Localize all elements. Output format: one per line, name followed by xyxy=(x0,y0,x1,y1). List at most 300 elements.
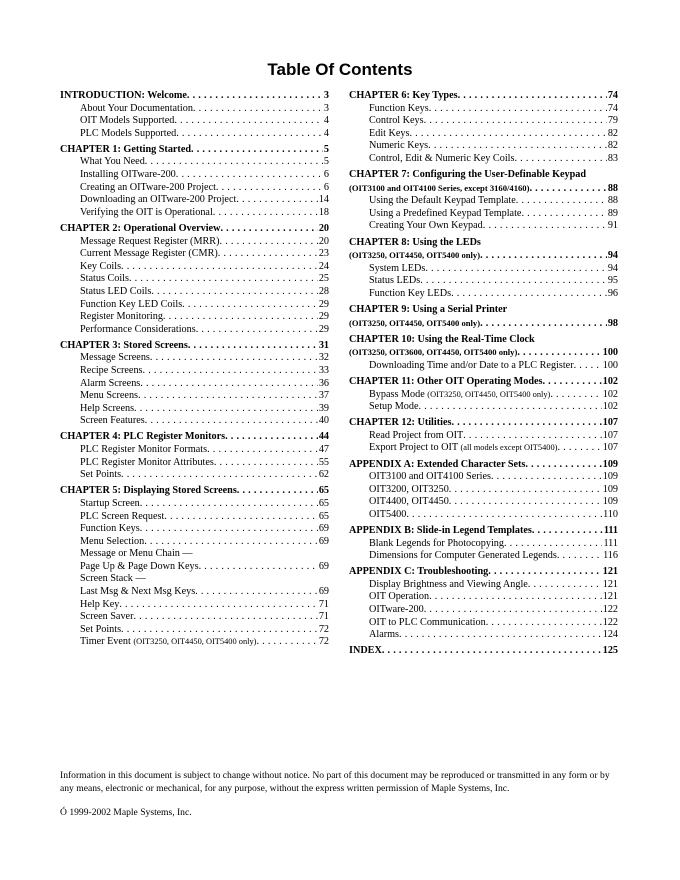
toc-entry-title xyxy=(80,103,193,116)
toc-entry-title xyxy=(369,538,504,551)
toc-entry-title-text: Last Msg & Next Msg Keys xyxy=(80,586,196,598)
toc-entry-title xyxy=(60,90,187,103)
toc-page-number: 31 xyxy=(318,339,329,351)
dot-leader xyxy=(491,471,602,484)
dot-leader xyxy=(529,183,606,196)
dot-leader xyxy=(121,469,318,482)
toc-chapter-entry[interactable] xyxy=(349,182,618,196)
toc-entry-title-text: OIT3200, OIT3250 xyxy=(369,483,449,495)
toc-page-number: 111 xyxy=(603,525,618,536)
toc-chapter-entry[interactable] xyxy=(60,90,329,103)
dot-leader xyxy=(451,417,601,430)
toc-entry-title-text: Message Request Register (MRR) xyxy=(80,235,220,247)
toc-entry[interactable] xyxy=(60,194,329,207)
dot-leader xyxy=(140,498,318,511)
toc-chapter-entry[interactable] xyxy=(349,645,618,658)
toc-entry-title-text: Key Coils xyxy=(80,260,122,272)
toc-entry-title-text: INTRODUCTION: Welcome xyxy=(60,90,187,101)
toc-entry-title-text: Control Keys xyxy=(369,115,424,127)
dot-leader xyxy=(191,144,323,157)
toc-chapter-entry[interactable] xyxy=(60,340,329,353)
toc-entry[interactable] xyxy=(60,561,329,574)
dot-leader xyxy=(218,248,318,261)
toc-entry-title-text: Message Screens xyxy=(80,352,150,364)
toc-entry-title xyxy=(369,275,420,288)
dot-leader xyxy=(463,430,602,443)
toc-entry[interactable] xyxy=(349,401,618,414)
toc-entry-title-text: APPENDIX C: Troubleshooting xyxy=(349,566,489,578)
toc-entry[interactable] xyxy=(60,636,329,649)
toc-entry-title xyxy=(80,561,199,574)
dot-leader xyxy=(140,378,318,391)
toc-entry[interactable] xyxy=(60,273,329,286)
toc-entry-title xyxy=(80,469,121,482)
toc-entry-title-text: (OIT3250, OIT4450, OIT5400 only) xyxy=(349,250,481,261)
toc-entry[interactable] xyxy=(349,103,618,116)
dot-leader xyxy=(514,153,606,166)
toc-page-number: 69 xyxy=(318,535,329,547)
dot-leader xyxy=(196,324,318,337)
toc-entry-title xyxy=(369,604,424,617)
dot-leader xyxy=(424,115,607,128)
toc-entry[interactable] xyxy=(60,415,329,428)
toc-entry-title xyxy=(80,536,144,549)
toc-page-number: 116 xyxy=(603,550,618,562)
toc-entry-title xyxy=(60,485,237,498)
toc-entry-title xyxy=(80,599,119,612)
toc-chapter-entry[interactable] xyxy=(349,317,618,331)
toc-entry-title xyxy=(369,288,451,301)
toc-entry[interactable] xyxy=(349,550,618,563)
toc-page-number: 69 xyxy=(318,560,329,572)
toc-entry[interactable] xyxy=(349,579,618,592)
toc-chapter-entry[interactable] xyxy=(349,376,618,389)
toc-entry-title xyxy=(60,340,188,353)
toc-chapter-entry[interactable] xyxy=(60,144,329,157)
dot-leader xyxy=(174,115,323,128)
toc-entry[interactable] xyxy=(60,390,329,403)
toc-entry[interactable] xyxy=(349,115,618,128)
toc-entry[interactable] xyxy=(349,591,618,604)
dot-leader xyxy=(193,103,323,116)
toc-entry-title-text: OIT4400, OIT4450 xyxy=(369,496,449,508)
toc-entry[interactable] xyxy=(60,378,329,391)
dot-leader xyxy=(144,536,318,549)
toc-entry-title xyxy=(369,360,574,373)
toc-page-number: 100 xyxy=(602,347,618,359)
toc-page-number: 29 xyxy=(318,298,329,310)
toc-page-number: 6 xyxy=(323,169,329,181)
toc-page-number: 3 xyxy=(323,90,329,101)
dot-leader xyxy=(164,511,317,524)
toc-chapter-entry[interactable] xyxy=(349,459,618,472)
dot-leader xyxy=(542,376,601,389)
toc-entry-title xyxy=(80,403,134,416)
toc-page-number: 71 xyxy=(318,598,329,610)
toc-entry[interactable] xyxy=(60,182,329,195)
toc-entry[interactable] xyxy=(60,365,329,378)
toc-entry-title xyxy=(60,144,191,157)
toc-entry-title xyxy=(80,236,220,249)
toc-entry-title-text: About Your Documentation xyxy=(80,102,193,114)
dot-leader xyxy=(195,586,318,599)
toc-entry-title-text: Page Up & Page Down Keys xyxy=(80,560,199,572)
toc-entry[interactable] xyxy=(60,299,329,312)
toc-entry[interactable] xyxy=(60,523,329,536)
toc-entry-title-text: OIT to PLC Communication xyxy=(369,616,486,628)
toc-page-number: 6 xyxy=(323,181,329,193)
toc-entry-title-text: Timer Event xyxy=(80,636,131,648)
toc-entry-title-text: Export Project to OIT xyxy=(369,442,458,454)
toc-entry-title-text: Numeric Keys xyxy=(369,140,429,152)
toc-entry-title-text: Setup Mode xyxy=(369,401,419,413)
toc-entry[interactable] xyxy=(349,471,618,484)
toc-entry[interactable] xyxy=(60,586,329,599)
toc-entry[interactable] xyxy=(60,115,329,128)
toc-entry-title-text: Function Keys xyxy=(80,523,140,535)
toc-entry[interactable] xyxy=(349,389,618,402)
toc-entry-title-text: CHAPTER 4: PLC Register Monitors xyxy=(60,431,226,443)
dot-leader xyxy=(480,250,607,263)
toc-entry[interactable] xyxy=(60,169,329,182)
toc-page-number: 91 xyxy=(607,220,618,232)
toc-entry-title-text: CHAPTER 1: Getting Started xyxy=(60,143,192,155)
dot-leader xyxy=(428,140,607,153)
toc-entry[interactable] xyxy=(349,195,618,208)
toc-entry-title-text: PLC Register Monitor Formats xyxy=(80,444,208,456)
toc-page-number: 102 xyxy=(602,388,618,400)
toc-entry-title xyxy=(80,624,121,637)
toc-page-number: 82 xyxy=(607,127,618,139)
dot-leader xyxy=(458,90,607,103)
toc-entry-title-text: CHAPTER 2: Operational Overview xyxy=(60,222,221,234)
toc-page-number: 94 xyxy=(607,262,618,274)
toc-entry-title-text: CHAPTER 12: Utilities xyxy=(349,417,452,429)
toc-chapter-entry[interactable] xyxy=(349,417,618,430)
toc-entry[interactable] xyxy=(60,236,329,249)
toc-page-number: 32 xyxy=(318,352,329,364)
toc-entry-title xyxy=(80,498,140,511)
dot-leader xyxy=(420,275,607,288)
toc-entry-title xyxy=(60,431,225,444)
toc-page-number: 83 xyxy=(607,152,618,164)
toc-page-number: 109 xyxy=(602,471,618,483)
toc-page-number: 111 xyxy=(603,537,618,549)
dot-leader xyxy=(236,194,318,207)
toc-entry-title-text: Help Key xyxy=(80,598,120,610)
toc-entry-title-text: Verifying the OIT is Operational xyxy=(80,206,213,218)
toc-entry-title xyxy=(80,415,145,428)
dot-leader xyxy=(145,156,323,169)
toc-chapter-heading: CHAPTER 8: Using the LEDs xyxy=(349,236,481,248)
toc-entry[interactable] xyxy=(349,604,618,617)
toc-page-number: 71 xyxy=(318,611,329,623)
dot-leader xyxy=(525,459,601,472)
toc-entry[interactable] xyxy=(60,498,329,511)
toc-entry-title xyxy=(80,511,164,524)
copyright-notice: Ó 1999-2002 Maple Systems, Inc. xyxy=(60,807,192,818)
toc-page-number: 121 xyxy=(602,578,618,590)
toc-entry-title xyxy=(80,169,176,182)
toc-entry[interactable] xyxy=(349,509,618,522)
toc-entry-title-text: Alarms xyxy=(369,629,399,641)
toc-entry-title-text: APPENDIX A: Extended Character Sets xyxy=(349,458,526,470)
toc-page-number: 94 xyxy=(607,250,618,262)
toc-entry-title xyxy=(369,208,521,221)
dot-leader xyxy=(182,299,318,312)
dot-leader xyxy=(188,340,318,353)
toc-entry-title-text: OIT Models Supported xyxy=(80,115,175,127)
toc-entry-title xyxy=(80,194,236,207)
toc-entry-title xyxy=(369,484,449,497)
toc-entry-title xyxy=(80,311,163,324)
dot-leader xyxy=(528,579,602,592)
toc-entry[interactable] xyxy=(349,629,618,642)
toc-entry-title xyxy=(80,207,213,220)
toc-entry-title-text: Downloading Time and/or Date to a PLC Register xyxy=(369,359,574,371)
toc-page-number: 95 xyxy=(607,275,618,287)
toc-entry-title xyxy=(369,579,528,592)
toc-entry[interactable] xyxy=(60,261,329,274)
toc-entry-title xyxy=(80,128,176,141)
toc-entry-title-text: Creating Your Own Keypad xyxy=(369,220,483,232)
toc-entry-title-text: Creating an OITware-200 Project xyxy=(80,181,216,193)
toc-entry-title-text: (OIT3250, OIT4450, OIT5400 only) xyxy=(349,317,481,328)
toc-page-number: 88 xyxy=(607,195,618,207)
toc-page-number: 100 xyxy=(602,359,618,371)
toc-entry[interactable] xyxy=(349,263,618,276)
toc-page-number: 36 xyxy=(318,377,329,389)
toc-entry-title xyxy=(369,389,550,402)
dot-leader xyxy=(119,599,317,612)
toc-entry[interactable] xyxy=(60,128,329,141)
toc-page-number: 3 xyxy=(323,102,329,114)
toc-chapter-entry[interactable] xyxy=(349,249,618,263)
toc-chapter-entry[interactable] xyxy=(60,431,329,444)
toc-entry[interactable] xyxy=(349,538,618,551)
toc-page-number: 39 xyxy=(318,402,329,414)
dot-leader xyxy=(480,318,607,331)
toc-entry[interactable] xyxy=(60,207,329,220)
toc-entry-note: (OIT3250, OIT4450, OIT5400 only) xyxy=(427,389,551,399)
toc-entry[interactable] xyxy=(60,624,329,637)
toc-page-number: 82 xyxy=(607,140,618,152)
toc-entry-title xyxy=(369,591,429,604)
toc-entry[interactable] xyxy=(60,511,329,524)
dot-leader xyxy=(163,311,318,324)
toc-entry[interactable] xyxy=(60,403,329,416)
toc-chapter-entry[interactable] xyxy=(349,346,618,360)
toc-entry-title xyxy=(349,376,542,389)
toc-entry-title-text: CHAPTER 5: Displaying Stored Screens xyxy=(60,485,237,497)
toc-page-number: 98 xyxy=(607,317,618,329)
toc-entry[interactable] xyxy=(60,311,329,324)
toc-entry[interactable] xyxy=(349,496,618,509)
toc-entry-title-text: APPENDIX B: Slide-in Legend Templates xyxy=(349,525,532,536)
toc-entry[interactable] xyxy=(349,140,618,153)
toc-entry[interactable] xyxy=(60,599,329,612)
toc-page-number: 102 xyxy=(602,375,618,387)
dot-leader xyxy=(424,604,602,617)
toc-entry-title xyxy=(80,248,218,261)
dot-leader xyxy=(150,352,318,365)
toc-entry[interactable] xyxy=(60,444,329,457)
toc-entry[interactable] xyxy=(60,286,329,299)
dot-leader xyxy=(207,444,318,457)
toc-entry-title xyxy=(80,636,256,649)
toc-entry-title-text: Status Coils xyxy=(80,273,129,285)
toc-entry-title-text: Using the Default Keypad Template xyxy=(369,195,516,207)
toc-chapter-entry[interactable] xyxy=(349,525,618,538)
toc-entry-label: Screen Stack — xyxy=(80,573,146,585)
toc-page-number: 47 xyxy=(318,444,329,456)
toc-page-number: 40 xyxy=(318,415,329,427)
dot-leader xyxy=(145,415,318,428)
dot-leader xyxy=(143,365,318,378)
toc-entry-title-text: Screen Saver xyxy=(80,611,134,623)
dot-leader xyxy=(213,207,318,220)
toc-entry-title xyxy=(369,496,449,509)
dot-leader xyxy=(220,223,317,236)
toc-entry-title xyxy=(369,401,419,414)
toc-page-number: 14 xyxy=(318,194,329,206)
dot-leader xyxy=(419,401,602,414)
toc-page-number: 125 xyxy=(602,645,618,657)
toc-chapter-entry[interactable] xyxy=(349,90,618,103)
toc-page-number: 28 xyxy=(318,285,329,297)
toc-page-number: 122 xyxy=(602,616,618,628)
toc-entry-note: (all models except OIT5400) xyxy=(460,443,558,453)
toc-page-number: 29 xyxy=(318,311,329,323)
toc-entry[interactable] xyxy=(349,208,618,221)
toc-entry[interactable] xyxy=(60,156,329,169)
toc-entry-title xyxy=(369,509,406,522)
toc-right-column xyxy=(349,90,618,658)
toc-entry[interactable] xyxy=(349,128,618,141)
dot-leader xyxy=(199,561,318,574)
toc-entry-title xyxy=(349,346,517,359)
toc-entry-title-text: Read Project from OIT xyxy=(369,429,464,441)
dot-leader xyxy=(449,484,602,497)
toc-entry-title xyxy=(80,324,196,337)
toc-page-number: 122 xyxy=(602,604,618,616)
dot-leader xyxy=(129,273,318,286)
toc-entry[interactable] xyxy=(60,103,329,116)
toc-entry-title-text: Status LEDs xyxy=(369,275,421,287)
dot-leader xyxy=(187,90,323,103)
toc-entry-title xyxy=(369,195,516,208)
toc-entry-title xyxy=(80,586,195,599)
toc-entry-title-text: What You Need xyxy=(80,156,145,168)
toc-entry-title-text: Display Brightness and Viewing Angle xyxy=(369,578,528,590)
toc-entry-title-text: Edit Keys xyxy=(369,127,410,139)
dot-leader xyxy=(256,636,317,649)
dot-leader xyxy=(409,128,606,141)
toc-page-number: 74 xyxy=(607,90,618,101)
toc-entry[interactable] xyxy=(349,275,618,288)
dot-leader xyxy=(151,286,317,299)
toc-page-number: 69 xyxy=(318,586,329,598)
dot-leader xyxy=(574,360,602,373)
toc-entry-title xyxy=(349,566,488,579)
toc-entry-title xyxy=(80,273,129,286)
dot-leader xyxy=(488,566,601,579)
toc-entry[interactable] xyxy=(349,617,618,630)
toc-entry[interactable] xyxy=(60,469,329,482)
toc-entry-title-text: Screen Features xyxy=(80,415,145,427)
toc-chapter-entry[interactable] xyxy=(60,223,329,236)
toc-entry[interactable] xyxy=(349,360,618,373)
toc-entry-title xyxy=(369,629,399,642)
dot-leader xyxy=(425,263,606,276)
toc-entry-title xyxy=(369,128,409,141)
toc-entry[interactable] xyxy=(60,248,329,261)
toc-entry-title xyxy=(80,523,140,536)
toc-entry-title xyxy=(349,90,458,103)
toc-entry[interactable] xyxy=(60,352,329,365)
toc-entry[interactable] xyxy=(349,288,618,301)
dot-leader xyxy=(429,103,607,116)
toc-entry-title xyxy=(369,140,428,153)
toc-entry-title xyxy=(369,103,429,116)
toc-entry-title xyxy=(80,261,121,274)
toc-page-number: 18 xyxy=(318,206,329,218)
toc-entry-title-text: Recipe Screens xyxy=(80,364,143,376)
dot-leader xyxy=(517,347,601,360)
toc-page-number: 102 xyxy=(602,401,618,413)
toc-chapter-entry[interactable] xyxy=(349,566,618,579)
toc-entry-title-text: Help Screens xyxy=(80,402,135,414)
toc-entry-title xyxy=(80,286,151,299)
toc-entry-title xyxy=(369,430,463,443)
toc-entry[interactable] xyxy=(349,220,618,233)
toc-entry-title xyxy=(369,115,424,128)
toc-entry[interactable] xyxy=(349,430,618,443)
toc-page-number: 29 xyxy=(318,323,329,335)
dot-leader xyxy=(399,629,602,642)
toc-page-number: 89 xyxy=(607,207,618,219)
toc-entry[interactable] xyxy=(349,153,618,166)
toc-chapter-heading: CHAPTER 7: Configuring the User-Definable Keypad xyxy=(349,169,587,181)
toc-entry-title-text: (OIT3250, OIT3600, OIT4450, OIT5400 only) xyxy=(349,347,518,358)
toc-entry-title-text: Startup Screen xyxy=(80,497,140,509)
toc-entry[interactable] xyxy=(349,484,618,497)
toc-page-number: 33 xyxy=(318,364,329,376)
toc-entry[interactable] xyxy=(349,442,618,455)
toc-entry[interactable] xyxy=(60,457,329,470)
toc-page-number: 20 xyxy=(318,235,329,247)
toc-entry[interactable] xyxy=(60,611,329,624)
toc-page-number: 62 xyxy=(318,469,329,481)
toc-page-number: 107 xyxy=(602,442,618,454)
toc-entry-title-text: OIT3100 and OIT4100 Series xyxy=(369,471,491,483)
toc-entry[interactable] xyxy=(60,324,329,337)
toc-entry-title xyxy=(80,457,214,470)
toc-entry-title xyxy=(80,299,182,312)
toc-page-number: 69 xyxy=(318,523,329,535)
toc-entry-title xyxy=(349,417,451,430)
toc-page-number: 5 xyxy=(323,143,329,155)
toc-entry-title xyxy=(369,550,557,563)
toc-entry-title-text: INDEX xyxy=(349,645,382,657)
toc-entry-title xyxy=(80,182,216,195)
toc-entry-title xyxy=(80,390,138,403)
toc-entry-title-text: Control, Edit & Numeric Key Coils xyxy=(369,152,515,164)
disclaimer-text: Information in this document is subject to change without notice. No part of this document may be reproduced or transmitted in any form or by any means, electronic or mechanical, for any purpose, without the express written permission of Maple Systems, Inc. xyxy=(60,770,610,794)
toc-entry[interactable] xyxy=(60,536,329,549)
toc-entry-title xyxy=(349,459,525,472)
toc-chapter-entry[interactable] xyxy=(60,485,329,498)
